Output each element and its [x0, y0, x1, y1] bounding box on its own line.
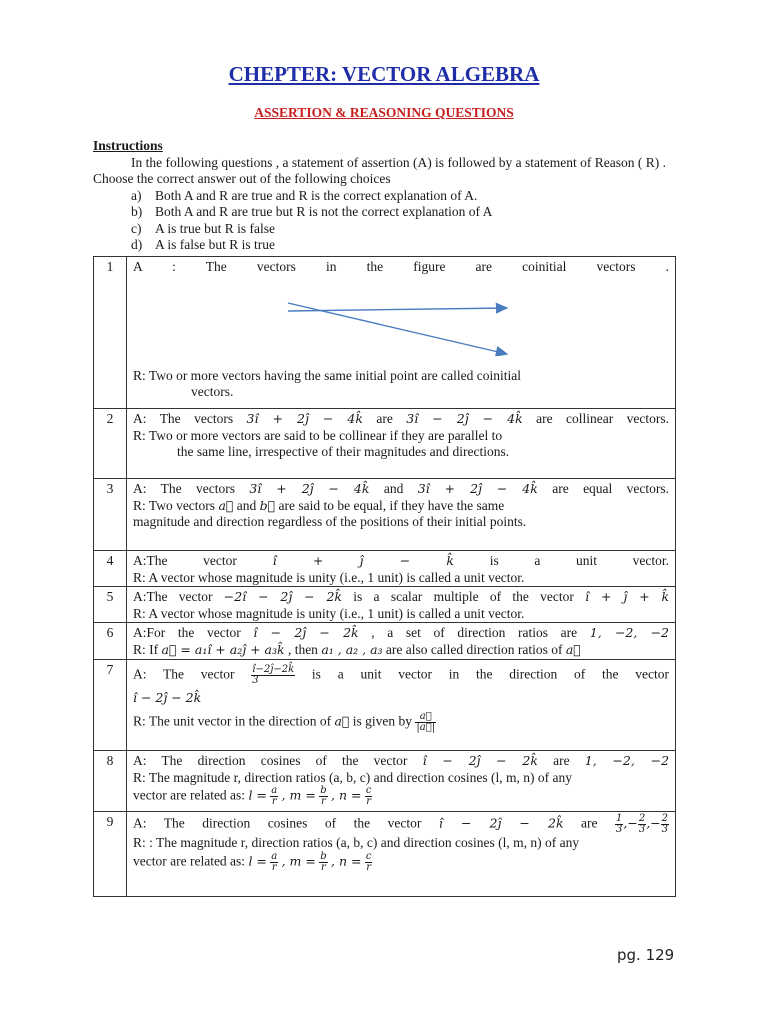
reason-text: [133, 498, 669, 515]
reason-relations: [133, 786, 669, 807]
fraction-numerator: 2: [638, 813, 646, 824]
vector-expression: î − 2ĵ − 2k̂: [253, 625, 359, 640]
question-number: 7: [94, 660, 127, 751]
fraction-denominator: |a⃗|: [416, 721, 436, 733]
reason-text-continued: the same line, irrespective of their magnitudes and directions.: [177, 444, 510, 459]
reason-label: R: The unit vector in the direction of: [133, 713, 332, 729]
assertion-connector: are: [376, 411, 393, 426]
fraction: [638, 814, 646, 835]
choice-item: [93, 221, 675, 238]
reason-text: R: Two or more vectors are said to be collinear if they are parallel to: [133, 427, 503, 443]
question-number: 9: [94, 812, 127, 897]
fraction-denominator: r: [366, 796, 372, 807]
math-n: , n =: [331, 787, 362, 803]
reason-text: R: : The magnitude r, direction ratios (a, b, c) and direction cosines (l, m, n) of any: [133, 835, 580, 850]
fraction-denominator: r: [271, 796, 277, 807]
reason-label: vector are related as:: [133, 853, 246, 869]
vector-symbol: a⃗: [218, 497, 234, 513]
fraction: [661, 814, 669, 835]
fraction-numerator: î−2ĵ−2k̂: [252, 664, 295, 675]
vector-expression: î + ĵ + k̂: [585, 589, 670, 604]
math-l: l =: [248, 787, 267, 803]
question-number: 3: [94, 479, 127, 551]
math-l: l =: [248, 853, 267, 869]
fraction-numerator: c: [365, 850, 372, 862]
assertion-connector: and: [383, 481, 404, 496]
reason-text-continued: magnitude and direction regardless of the positions of their initial points.: [133, 514, 527, 529]
fraction-denominator: 3: [252, 675, 259, 686]
choice-letter: b): [131, 204, 143, 219]
question-cell: [127, 257, 676, 409]
fraction-denominator: r: [321, 861, 326, 873]
assertion-label: A: The direction cosines of the vector: [133, 815, 422, 831]
vector-equation: a⃗ = a₁î + a₂ĵ + a₃k̂: [161, 641, 285, 657]
fraction: [319, 852, 327, 873]
question-cell: [127, 479, 676, 551]
reason-text-continued: vectors.: [191, 384, 234, 399]
vectors-diagram: [283, 276, 523, 356]
assertion-text: [133, 814, 669, 835]
reason-relations: [133, 852, 669, 873]
vector-symbol: a⃗: [334, 713, 350, 729]
reason-label: R: If: [133, 641, 159, 657]
separator: ,−: [623, 815, 638, 831]
question-number: 1: [94, 257, 127, 409]
vector-expression: î − 2ĵ − 2k̂: [422, 753, 538, 768]
fraction-numerator: b: [320, 785, 327, 796]
choice-text: Both A and R are true but R is not the correct explanation of A: [155, 204, 493, 219]
fraction-denominator: 3: [638, 824, 646, 835]
vector-symbol: b⃗: [259, 497, 276, 513]
assertion-connector: are: [581, 815, 598, 831]
vector-expression: î − 2ĵ − 2k̂: [133, 690, 202, 705]
assertion-tail: are equal vectors.: [552, 481, 670, 496]
assertion-text: [133, 411, 669, 428]
choice-item: [93, 188, 675, 205]
math-m: , m =: [281, 787, 316, 803]
math-n: , n =: [331, 853, 362, 869]
section-subtitle: ASSERTION & REASONING QUESTIONS: [254, 105, 514, 120]
assertion-text: [133, 481, 669, 498]
fraction: [270, 852, 278, 873]
reason-connector: and: [236, 497, 257, 513]
table-row: [94, 409, 676, 479]
choice-item: [93, 237, 675, 254]
direction-ratios: 1, −2, −2: [589, 625, 669, 640]
reason-tail: are also called direction ratios of: [385, 641, 563, 657]
assertion-text: A : The vectors in the figure are coinitial vectors .: [133, 259, 669, 274]
reason-connector: , then: [287, 641, 318, 657]
fraction-denominator: r: [366, 861, 372, 873]
vector-expression: 3î + 2ĵ − 4k̂: [417, 481, 538, 496]
assertion-text: [133, 753, 669, 770]
question-number: 6: [94, 623, 127, 660]
vector-expression: 3î − 2ĵ − 4k̂: [406, 411, 523, 426]
choice-text: A is false but R is true: [155, 237, 275, 252]
components: a₁ , a₂ , a₃: [321, 641, 383, 657]
reason-text: R: A vector whose magnitude is unity (i.e., 1 unit) is called a unit vector.: [133, 569, 525, 585]
question-cell: [127, 660, 676, 751]
choice-text: A is true but R is false: [155, 220, 275, 236]
table-row: [94, 587, 676, 623]
reason-text: R: The magnitude r, direction ratios (a, b, c) and direction cosines (l, m, n) of any: [133, 769, 572, 785]
assertion-connector: is a scalar multiple of the vector: [353, 589, 574, 604]
table-row: [94, 812, 676, 897]
page-number: pg. 129: [617, 946, 675, 964]
vector-arrow-2: [288, 303, 507, 354]
vector-expression: −2î − 2ĵ − 2k̂: [223, 589, 342, 604]
fraction: [319, 786, 327, 807]
fraction-denominator: r: [321, 796, 326, 807]
instructions-block: [93, 138, 675, 254]
assertion-text: [133, 553, 669, 570]
assertion-label: A: The vectors: [133, 481, 235, 496]
vector-expression: 3î + 2ĵ − 4k̂: [246, 411, 363, 426]
assertion-text-continued: [133, 690, 669, 707]
choices-list: [93, 188, 675, 254]
table-row: [94, 551, 676, 587]
assertion-connector: are: [553, 753, 570, 768]
direction-ratios: 1, −2, −2: [584, 753, 670, 768]
assertion-label: A:The vector: [133, 553, 237, 568]
question-cell: [127, 551, 676, 587]
table-row: [94, 257, 676, 409]
fraction-denominator: r: [271, 861, 277, 873]
table-row: [94, 479, 676, 551]
instructions-heading: Instructions: [93, 138, 163, 153]
choice-letter: c): [131, 220, 142, 236]
assertion-text: [133, 662, 669, 686]
assertion-label: A: The vector: [133, 666, 235, 682]
reason-text: R: Two or more vectors having the same initial point are called coinitial: [133, 367, 521, 383]
fraction-denominator: 3: [661, 824, 669, 835]
question-cell: [127, 587, 676, 623]
question-cell: [127, 409, 676, 479]
reason-text: R: A vector whose magnitude is unity (i.e., 1 unit) is called a unit vector.: [133, 605, 525, 621]
fraction-numerator: 2: [661, 813, 669, 824]
reason-text: [133, 642, 669, 659]
vector-expression: î − 2ĵ − 2k̂: [438, 815, 564, 831]
question-cell: [127, 623, 676, 660]
fraction-denominator: 3: [616, 824, 623, 835]
choice-letter: a): [131, 187, 142, 203]
assertion-label: A:The vector: [133, 589, 213, 604]
choice-letter: d): [131, 237, 143, 252]
fraction-numerator: a: [271, 850, 278, 862]
assertion-label: A: The vectors: [133, 411, 234, 426]
fraction-numerator: c: [365, 785, 372, 796]
vector-symbol: a⃗: [565, 641, 581, 657]
questions-table: [93, 256, 676, 897]
assertion-tail: are collinear vectors.: [536, 411, 670, 426]
fraction-numerator: b: [320, 850, 327, 862]
reason-connector: is given by: [352, 713, 413, 729]
table-row: [94, 660, 676, 751]
assertion-connector: is a unit vector in the direction of the vector: [311, 666, 670, 682]
fraction-numerator: 1: [616, 813, 623, 824]
vector-expression: 3î + 2ĵ − 4k̂: [249, 481, 370, 496]
page-title: CHEPTER: VECTOR ALGEBRA: [228, 62, 540, 86]
fraction: [415, 712, 436, 733]
vector-expression: î + ĵ − k̂: [272, 553, 455, 568]
question-number: 8: [94, 751, 127, 812]
reason-label: R: Two vectors: [133, 497, 216, 513]
reason-label: vector are related as:: [133, 787, 246, 803]
fraction-numerator: a: [271, 785, 278, 796]
fraction: [251, 665, 295, 686]
instructions-text: In the following questions , a statement of assertion (A) is followed by a statement of Reason ( R) . Choose the correct answer out of the following choices: [93, 154, 667, 186]
question-number: 2: [94, 409, 127, 479]
question-cell: [127, 751, 676, 812]
fraction-numerator: a⃗: [415, 712, 436, 723]
assertion-label: A:For the vector: [133, 625, 241, 640]
table-row: [94, 623, 676, 660]
fraction: [365, 786, 373, 807]
fraction: [365, 852, 373, 873]
choice-item: [93, 204, 675, 221]
assertion-text: [133, 625, 669, 642]
assertion-connector: , a set of direction ratios are: [371, 625, 578, 640]
fraction: [270, 786, 278, 807]
math-m: , m =: [281, 853, 316, 869]
question-number: 5: [94, 587, 127, 623]
reason-text: [133, 712, 669, 733]
table-row: [94, 751, 676, 812]
coinitial-vectors-figure: [133, 276, 669, 368]
assertion-text: [133, 589, 669, 606]
separator: ,−: [646, 815, 661, 831]
choice-text: Both A and R are true and R is the correct explanation of A.: [155, 187, 478, 203]
reason-tail: are said to be equal, if they have the same: [278, 497, 505, 513]
question-number: 4: [94, 551, 127, 587]
assertion-tail: is a unit vector.: [489, 553, 670, 568]
question-cell: [127, 812, 676, 897]
assertion-label: A: The direction cosines of the vector: [133, 753, 408, 768]
